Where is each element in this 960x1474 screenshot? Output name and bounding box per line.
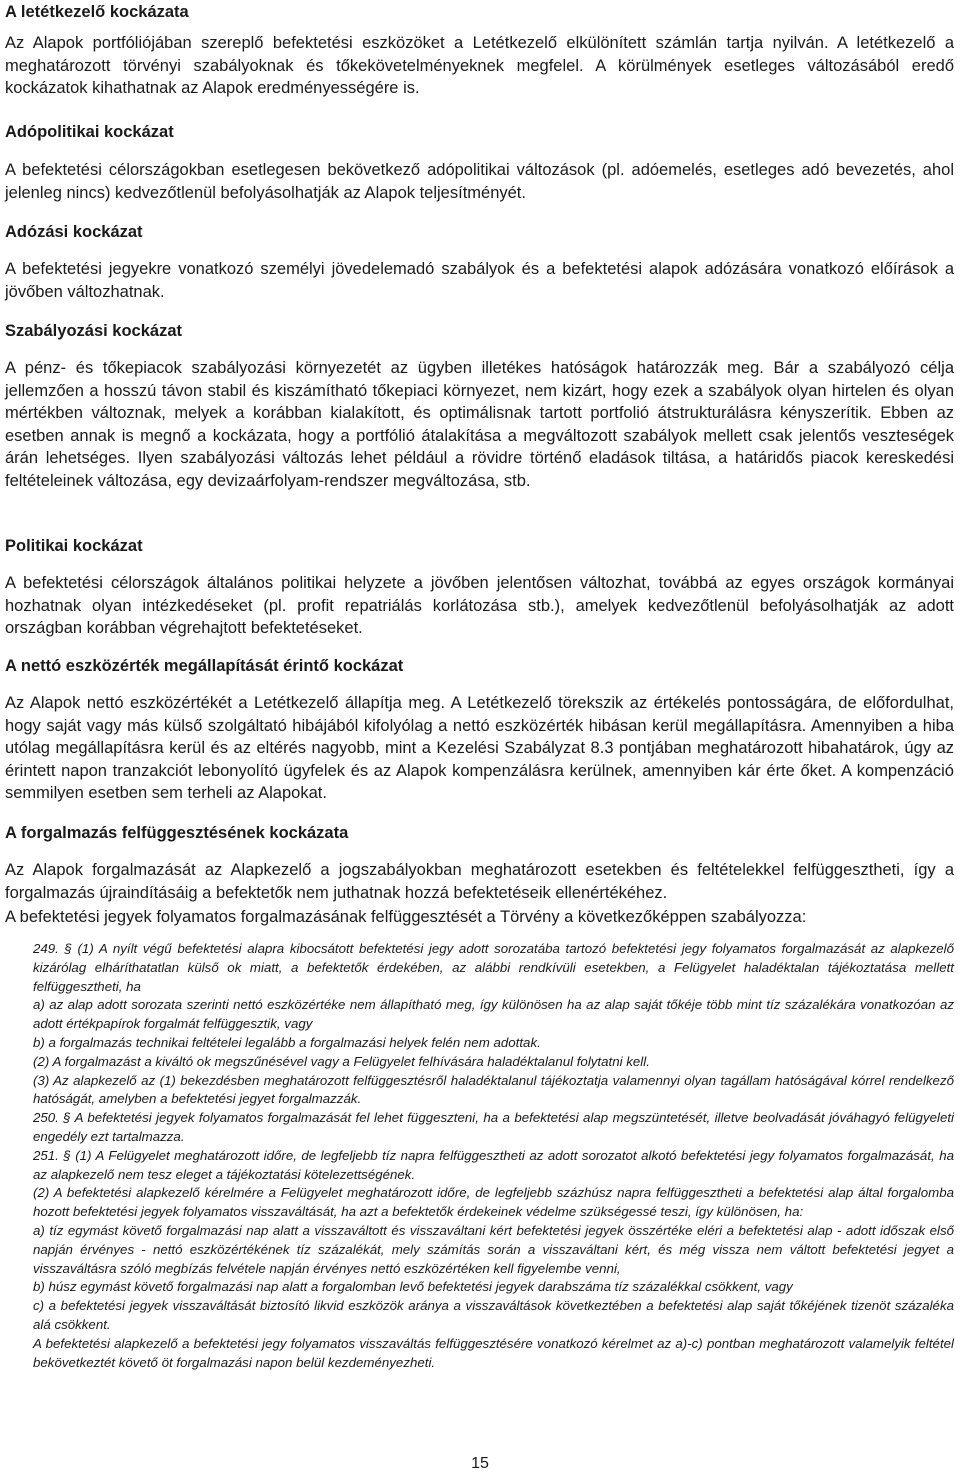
quote-paragraph: 250. § A befektetési jegyek folyamatos forgalmazását fel lehet függeszteni, ha a befektetési alap megszüntetését, illetve beolvadását jóváhagyó felügyeleti engedély ezt tartalmazza. (33, 1110, 954, 1144)
section-heading: Adópolitikai kockázat (5, 123, 174, 141)
quote-paragraph: (2) A befektetési alapkezelő kérelmére a Felügyelet meghatározott időre, de legfeljebb százhúsz napra felfüggesztheti a befektetési alap által forgalomba hozott befektetési jegyek folyamatos visszaváltását, ha azt a befektetők érdekeinek védelme szükségessé teszi, így különösen, ha: (33, 1185, 954, 1220)
section-body-2: A befektetési jegyek folyamatos forgalmazásának felfüggesztését a Törvény a következőképpen szabályozza: (5, 908, 807, 926)
section-heading: A letétkezelő kockázata (5, 3, 189, 21)
quote-paragraph: (3) Az alapkezelő az (1) bekezdésben meghatározott felfüggesztésről haladéktalanul tájékoztatja valamennyi olyan tagállam hatóságával kórrel rendelkező hatóságát, amelyben a befektetési jegyet forgalmazzák. (33, 1072, 954, 1107)
quote-paragraph: (2) A forgalmazást a kiváltó ok megszűnésével vagy a Felügyelet felhívására haladéktalanul folytatni kell. (33, 1053, 650, 1069)
section-custodian-risk (5, 1, 954, 100)
section-body: Az Alapok nettó eszközértékét a Letétkezelő állapítja meg. A Letétkezelő törekszik az értékelés pontosságára, de előfordulhat, hogy saját vagy más külső szolgáltató hibájából kifolyólag a nettó eszközérték hibásan kerül megállapításra. Amennyiben a hiba utólag megállapításra kerül és az eltérés nagyobb, mint a Kezelési Szabályzat 8.3 pontjában meghatározott hibahatárok, úgy az érintett napon tranzakciót lebonyolító ügyfelek és az Alapok kompenzálásra kerülnek, amennyiben kár érte őket. A kompenzáció semmilyen esetben sem terheli az Alapokat. (5, 694, 954, 802)
section-regulatory-risk (5, 320, 954, 492)
section-tax-policy-risk (5, 121, 954, 204)
quote-paragraph: 249. § (1) A nyílt végű befektetési alapra kibocsátott befektetési jegy adott sorozatába tartozó befektetési jegy folyamatos forgalmazását az alapkezelő kizárólag elháríthatatlan külső ok miatt, a befektetők érdekében, az alábbi rendkívüli esetekben, a Felügyelet haladéktalan tájékoztatása mellett felfüggesztheti, ha (33, 941, 954, 994)
section-body: Az Alapok forgalmazását az Alapkezelő a jogszabályokban meghatározott esetekben és feltételekkel felfüggesztheti, így a forgalmazás újraindításáig a befektetők nem juthatnak hozzá befektetéseik ellenértékéhez. (5, 861, 954, 902)
section-heading: Szabályozási kockázat (5, 322, 183, 340)
quote-paragraph: b) a forgalmazás technikai feltételei legalább a forgalmazási helyek felén nem adottak. (33, 1034, 541, 1050)
section-political-risk (5, 535, 954, 640)
quote-paragraph: A befektetési alapkezelő a befektetési jegy folyamatos visszaváltás felfüggesztésére vonatkozó kérelmet az a)-c) pontban meghatározott valamelyik feltétel bekövetkeztét követő öt forgalmazási napon belül kezdeményezheti. (33, 1335, 954, 1370)
section-body: A befektetési jegyekre vonatkozó személyi jövedelemadó szabályok és a befektetési alapok adózására vonatkozó előírások a jövőben változhatnak. (5, 260, 954, 301)
quote-paragraph: 251. § (1) A Felügyelet meghatározott időre, de legfeljebb tíz napra felfüggesztheti az adott sorozatot alkotó befektetési jegy folyamatos forgalmazását, ha az alapkezelő nem tesz eleget a tájékoztatási kötelezettségének. (33, 1147, 954, 1182)
section-nav-risk (5, 655, 954, 805)
section-body: A befektetési célországokban esetlegesen bekövetkező adópolitikai változások (pl. adóemelés, esetleges adó bevezetés, ahol jelenleg nincs) kedvezőtlenül befolyásolhatják az Alapok teljesítményét. (5, 161, 954, 202)
section-suspension-risk (5, 822, 954, 929)
quote-paragraph: b) húsz egymást követő forgalmazási nap alatt a forgalomban levő befektetési jegyek darabszáma tíz százalékkal csökkent, vagy (33, 1279, 793, 1295)
law-quote (33, 940, 954, 1372)
page-number: 15 (471, 1455, 489, 1472)
section-heading: Adózási kockázat (5, 223, 143, 241)
section-body: A befektetési célországok általános politikai helyzete a jövőben jelentősen változhat, továbbá az egyes országok kormányai hozhatnak olyan intézkedéseket (pl. profit repatriálás korlátozása stb.), amelyek kedvezőtlenül befolyásolhatják az adott országban korábban végrehajtott befektetéseket. (5, 574, 954, 637)
quote-paragraph: c) a befektetési jegyek visszaváltását biztosító likvid eszközök aránya a visszaváltások következtében a befektetési alap saját tőkéjének tizenöt százaléka alá csökkent. (33, 1298, 954, 1332)
section-body: Az Alapok portfóliójában szereplő befektetési eszközöket a Letétkezelő elkülönített számlán tartja nyilván. A letétkezelő a meghatározott törvényi szabályoknak és tőkekövetelményeknek megfelel. A körülmények esetleges változásából eredő kockázatok kihathatnak az Alapok eredményességére is. (5, 34, 954, 97)
section-heading: A forgalmazás felfüggesztésének kockázata (5, 824, 349, 842)
section-heading: Politikai kockázat (5, 537, 143, 555)
quote-paragraph: a) az alap adott sorozata szerinti nettó eszközértéke nem állapítható meg, így különösen ha az alap saját tőkéje több mint tíz százalékára vonatkozóan az adott értékpapírok forgalmát felfüggesztik, vagy (33, 997, 954, 1032)
section-taxation-risk (5, 221, 954, 303)
quote-paragraph: a) tíz egymást követő forgalmazási nap alatt a visszaváltott és visszaváltani kért befektetési jegyek összértéke eléri a befektetési alap - adott időszak első napján érvényes - nettó eszközértékének tíz százalékát, mely számítás során a visszaváltani kért, és még vissza nem váltott befektetési jegyet a visszaváltásra szóló megbízás felvétele napján érvényes nettó eszközértéken kell figyelembe venni, (33, 1222, 954, 1276)
section-heading: A nettó eszközérték megállapítását érintő kockázat (5, 657, 404, 675)
section-body: A pénz- és tőkepiacok szabályozási környezetét az ügyben illetékes hatóságok határozzák meg. Bár a szabályozó célja jellemzően a hosszú távon stabil és kiszámítható tőkepiaci környezet, nem kizárt, hogy ezek a szabályok olyan hirtelen és olyan mértékben változnak, melyek a korábban kialakított, és optimálisnak tartott portfolió átstrukturálásra kényszerítik. Ebben az esetben annak is megnő a kockázata, hogy a portfólió átalakítása a megváltozott szabályok mellett csak jelentős veszteségek árán lehetséges. Ilyen szabályozási változás lehet például a rövidre történő eladások tiltása, a határidős piacok kereskedési feltételeinek változása, egy devizaárfolyam-rendszer megváltozása, stb. (5, 359, 954, 490)
